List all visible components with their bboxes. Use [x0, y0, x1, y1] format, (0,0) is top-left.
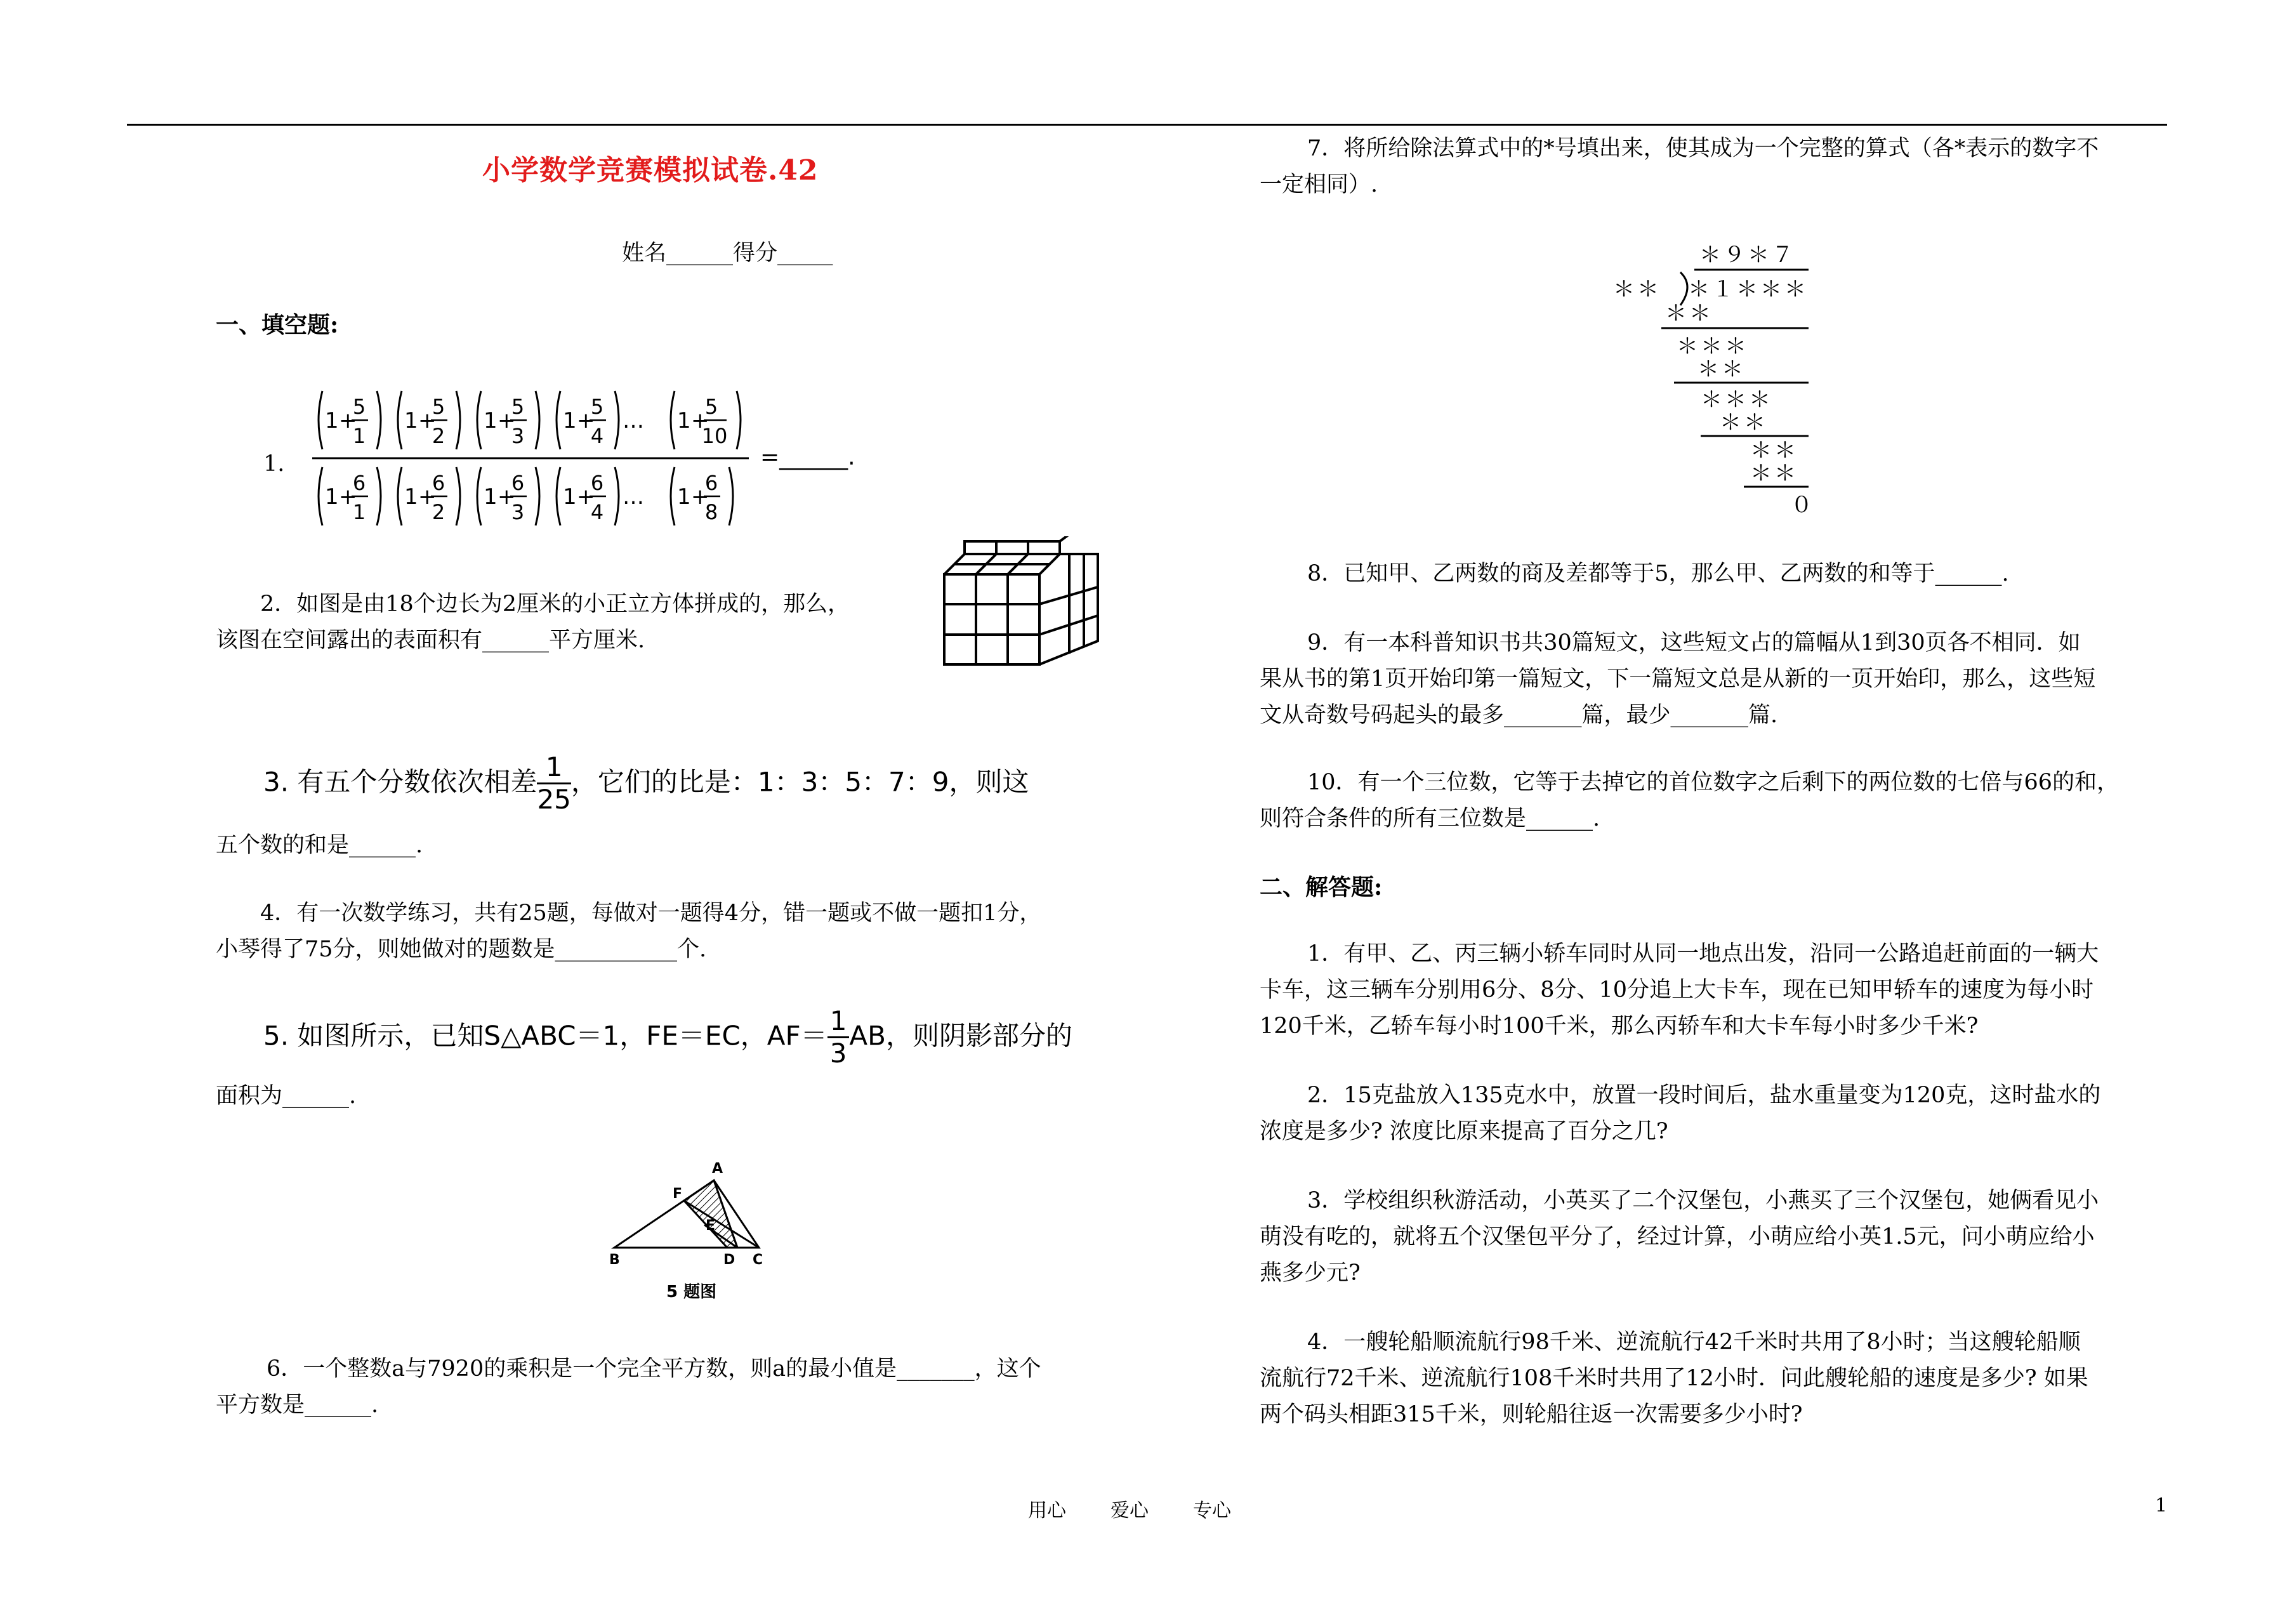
division-row-6: ＊＊ [1750, 438, 1798, 463]
q6-line1: 6．一个整数a与7920的乘积是一个完全平方数，则a的最小值是_______，这个 [267, 1356, 1041, 1382]
q1-denominator-term-numerator: 6 [704, 471, 718, 495]
q1-answer-blank: =______. [760, 444, 855, 470]
q1-denominator-plus: + [577, 484, 595, 510]
q1-numerator-term-1 [319, 391, 381, 449]
p3-line2: 萌没有吃的，就将五个汉堡包平分了，经过计算，小萌应给小英1.5元，问小萌应给小 [1260, 1224, 2095, 1250]
p1-line2: 卡车，这三辆车分别用6分、8分、10分追上大卡车，现在已知甲轿车的速度为每小时 [1260, 977, 2094, 1003]
page-number: 1 [2155, 1495, 2168, 1517]
q1-denominator-term-2 [398, 467, 460, 525]
q1-numerator-one: 1 [325, 408, 339, 433]
q2-cube-figure [939, 536, 1104, 670]
fig-label-c: C [753, 1252, 763, 1268]
q1-numerator-plus: + [418, 408, 437, 433]
q1-denominator-plus: + [339, 484, 357, 510]
q1-denominator-term-denominator: 8 [704, 500, 718, 524]
p3-line3: 燕多少元? [1260, 1260, 1361, 1286]
fig-label-e: E [706, 1218, 716, 1234]
q1-numerator-term-denominator: 3 [511, 424, 525, 448]
q1-numerator-term-denominator: 2 [432, 424, 445, 448]
p2-line1: 2．15克盐放入135克水中，放置一段时间后，盐水重量变为120克，这时盐水的 [1307, 1083, 2101, 1108]
q3-line2: 五个数的和是______. [216, 833, 423, 858]
division-row-7: ＊＊ [1750, 461, 1798, 486]
section-answer-heading: 二、解答题: [1260, 874, 1383, 901]
q5-line2: 面积为______. [216, 1083, 357, 1109]
division-row-4: ＊＊＊ [1701, 387, 1773, 413]
q1-denominator-term-1 [319, 467, 381, 525]
name-score-line: 姓名______得分_____ [622, 241, 833, 266]
q3-line1 [263, 752, 1029, 815]
q7-line1: 7．将所给除法算式中的*号填出来，使其成为一个完整的算式（各*表示的数字不 [1307, 136, 2099, 161]
q5-frac-numerator: 1 [827, 1006, 850, 1038]
q2-line2: 该图在空间露出的表面积有______平方厘米. [216, 628, 645, 653]
q1-denominator-plus: + [498, 484, 516, 510]
q1-numerator-term-numerator: 5 [432, 395, 445, 419]
q1-numerator-one: 1 [484, 408, 498, 433]
footer-item-2: 爱心 [1111, 1500, 1149, 1522]
p4-line3: 两个码头相距315千米，则轮船往返一次需要多少小时? [1260, 1402, 1803, 1427]
q1-denominator-one: 1 [404, 484, 418, 510]
q3-text-post: ，它们的比是：1：3：5：7：9，则这 [570, 766, 1029, 798]
q1-denominator-one: 1 [563, 484, 577, 510]
q3-text-pre: 3. 有五个分数依次相差 [263, 766, 537, 798]
q1-denominator-term-denominator: 3 [511, 500, 525, 524]
q1-denominator-one: 1 [484, 484, 498, 510]
q1-numerator-term-2 [398, 391, 460, 449]
q1-numerator-term-numerator: 5 [352, 395, 366, 419]
fig-label-f: F [673, 1186, 683, 1202]
q1-numerator-one: 1 [677, 408, 691, 433]
q5-fraction [827, 1006, 850, 1069]
header-rule [127, 124, 2167, 126]
q1-numerator-ellipsis: … [623, 408, 644, 433]
q5-frac-denominator: 3 [829, 1038, 847, 1069]
q1-numerator-term-denominator: 4 [590, 424, 604, 448]
q1-numerator [319, 391, 741, 449]
q5-text-post: AB，则阴影部分的 [849, 1020, 1072, 1052]
q1-denominator-plus: + [418, 484, 437, 510]
q1-numerator-term-numerator: 5 [511, 395, 525, 419]
q8-text: 8．已知甲、乙两数的商及差都等于5，那么甲、乙两数的和等于______. [1307, 561, 2009, 586]
footer-item-1: 用心 [1028, 1500, 1066, 1522]
q1-denominator-ellipsis: … [623, 484, 644, 510]
q1-numerator-term-denominator: 10 [701, 424, 728, 448]
q1-denominator [319, 467, 733, 525]
division-dividend: ＊１＊＊＊ [1688, 277, 1809, 302]
q1-denominator-term-4 [557, 467, 644, 525]
q7-line2: 一定相同）. [1260, 172, 1378, 197]
fig-label-b: B [609, 1252, 620, 1268]
q3-fraction [537, 752, 570, 815]
p1-line3: 120千米，乙轿车每小时100千米，那么丙轿车和大卡车每小时多少千米? [1260, 1013, 1979, 1039]
q1-numerator-term-3 [477, 391, 539, 449]
division-row-5: ＊＊ [1720, 410, 1768, 435]
q1-denominator-plus: + [691, 484, 709, 510]
q1-denominator-term-numerator: 6 [352, 471, 366, 495]
q1-denominator-one: 1 [325, 484, 339, 510]
q5-line1 [263, 1006, 1072, 1069]
q1-numerator-plus: + [498, 408, 516, 433]
q1-numerator-term-denominator: 1 [352, 424, 366, 448]
q1-label: 1. [263, 451, 285, 477]
section-fill-in-heading: 一、填空题: [216, 312, 339, 338]
q10-line1: 10．有一个三位数，它等于去掉它的首位数字之后剩下的两位数的七倍与66的和， [1307, 770, 2119, 795]
q1-denominator-one: 1 [677, 484, 691, 510]
p3-line1: 3．学校组织秋游活动，小英买了二个汉堡包，小燕买了三个汉堡包，她俩看见小 [1307, 1188, 2099, 1213]
q9-line2: 果从书的第1页开始印第一篇短文，下一篇短文总是从新的一页开始印，那么，这些短 [1260, 666, 2096, 692]
q1-denominator-term-numerator: 6 [590, 471, 604, 495]
division-row-2: ＊＊＊ [1677, 334, 1749, 359]
fig-caption: 5 题图 [666, 1283, 717, 1302]
p1-line1: 1．有甲、乙、丙三辆小轿车同时从同一地点出发，沿同一公路追赶前面的一辆大 [1307, 941, 2099, 967]
p4-line2: 流航行72千米、逆流航行108千米时共用了12小时．问此艘轮船的速度是多少? 如果 [1260, 1366, 2088, 1391]
q1-numerator-plus: + [339, 408, 357, 433]
q3-frac-denominator: 25 [537, 784, 571, 815]
q4-line2: 小琴得了75分，则她做对的题数是___________个. [216, 937, 707, 962]
q2-line1: 2．如图是由18个边长为2厘米的小正立方体拼成的，那么， [260, 591, 850, 617]
division-row-3: ＊＊ [1697, 357, 1746, 382]
q1-numerator-plus: + [691, 408, 709, 433]
p4-line1: 4．一艘轮船顺流航行98千米、逆流航行42千米时共用了8小时；当这艘轮船顺 [1307, 1330, 2081, 1355]
q1-denominator-term-5 [671, 467, 733, 525]
page-title: 小学数学竞赛模拟试卷.42 [482, 154, 819, 187]
q5-text-pre: 5. 如图所示，已知S△ABC＝1，FE＝EC，AF＝ [263, 1020, 827, 1052]
q7-long-division [1599, 238, 1866, 524]
division-quotient: ＊９＊７ [1699, 242, 1796, 268]
q1-numerator-one: 1 [404, 408, 418, 433]
division-remainder: ０ [1791, 492, 1812, 518]
division-divisor: ＊＊ [1613, 277, 1661, 302]
q1-denominator-term-denominator: 2 [432, 500, 445, 524]
p2-line2: 浓度是多少? 浓度比原来提高了百分之几? [1260, 1119, 1668, 1144]
q1-denominator-term-numerator: 6 [511, 471, 525, 495]
q1-numerator-one: 1 [563, 408, 577, 433]
q9-line1: 9．有一本科普知识书共30篇短文，这些短文占的篇幅从1到30页各不相同．如 [1307, 630, 2081, 656]
fig-label-d: D [723, 1252, 735, 1268]
q3-frac-numerator: 1 [537, 752, 570, 784]
fig-label-a: A [712, 1161, 723, 1177]
q1-fraction-expression [305, 381, 907, 539]
q1-numerator-term-4 [557, 391, 644, 449]
q1-numerator-term-numerator: 5 [704, 395, 718, 419]
q1-numerator-term-5 [671, 391, 741, 449]
footer-item-3: 专心 [1193, 1500, 1231, 1522]
q1-numerator-term-numerator: 5 [590, 395, 604, 419]
q1-numerator-plus: + [577, 408, 595, 433]
q1-denominator-term-denominator: 4 [590, 500, 604, 524]
division-row-1: ＊＊ [1665, 301, 1713, 326]
q1-denominator-term-numerator: 6 [432, 471, 445, 495]
q9-line3: 文从奇数号码起头的最多_______篇，最少_______篇. [1260, 703, 1778, 728]
q4-line1: 4．有一次数学练习，共有25题，每做对一题得4分，错一题或不做一题扣1分， [260, 901, 1042, 926]
q1-denominator-term-denominator: 1 [352, 500, 366, 524]
q10-line2: 则符合条件的所有三位数是______. [1260, 806, 1600, 831]
q6-line2: 平方数是______. [216, 1392, 379, 1418]
q1-denominator-term-3 [477, 467, 539, 525]
q5-triangle-figure [603, 1155, 781, 1310]
